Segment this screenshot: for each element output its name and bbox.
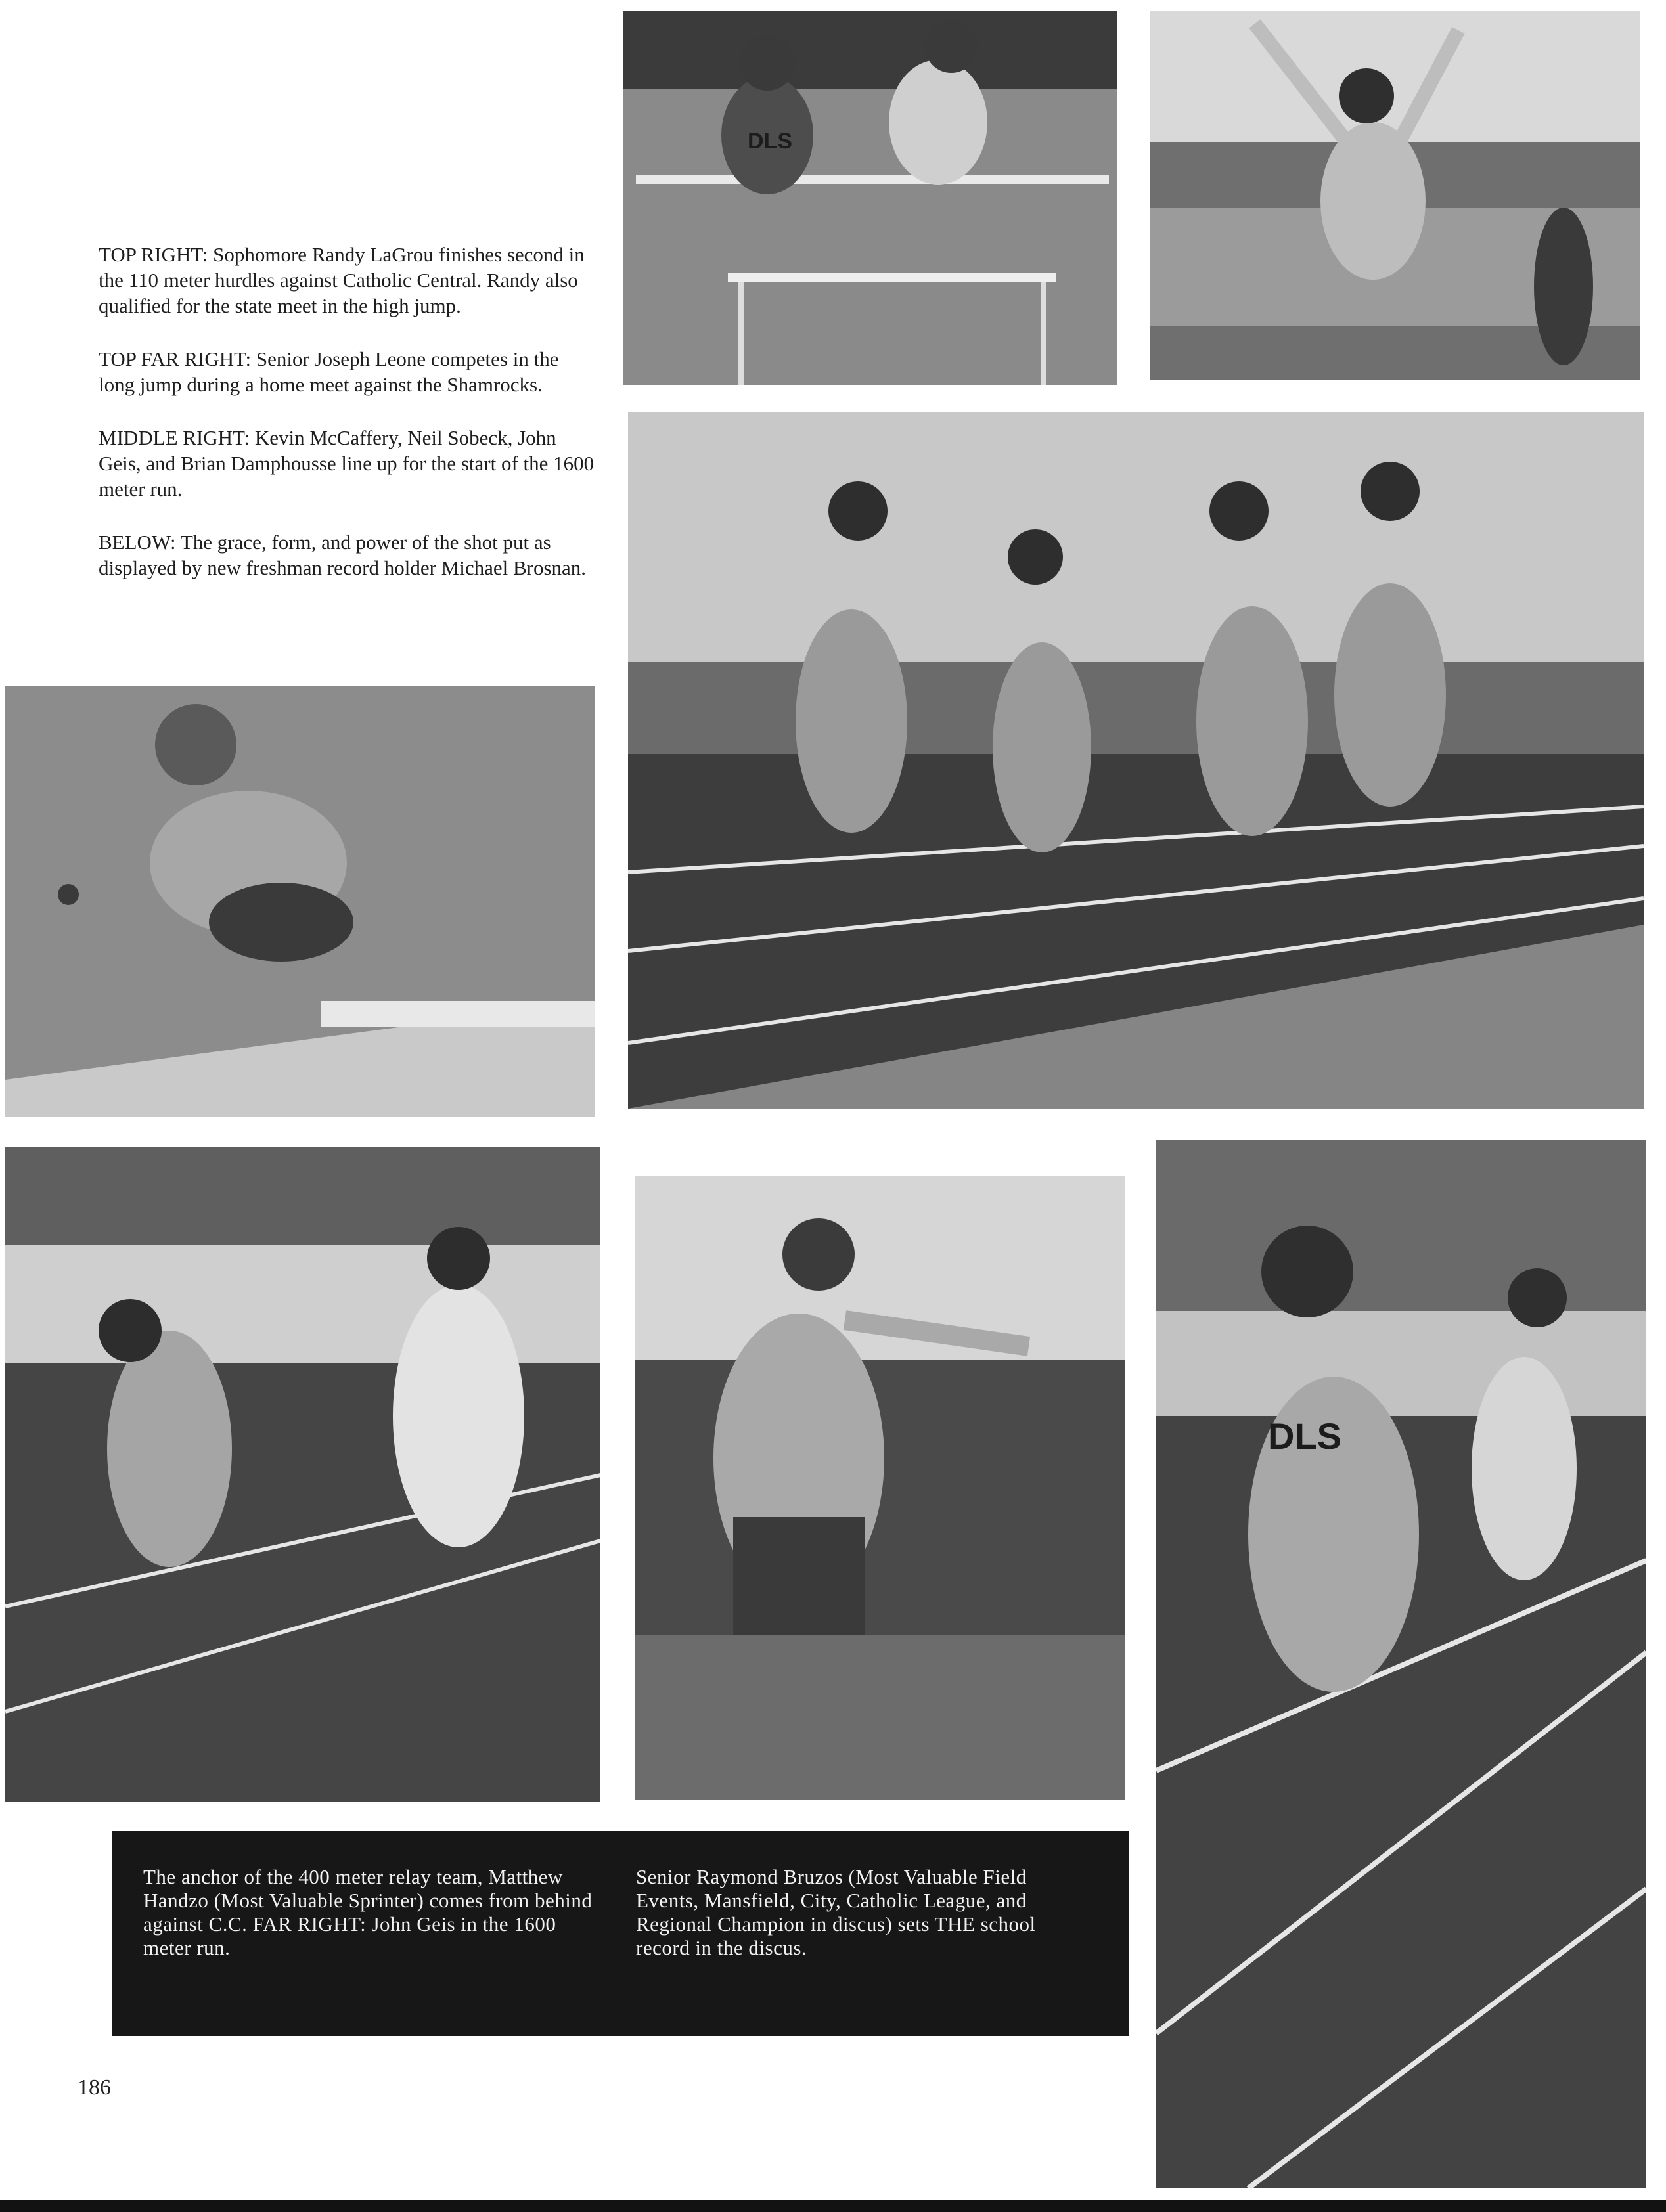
caption-below: BELOW: The grace, form, and power of the shot put as displayed by new freshman record holder Michael Brosnan. bbox=[99, 531, 587, 579]
caption-top-right: TOP RIGHT: Sophomore Randy LaGrou finishes second in the 110 meter hurdles against Catholic Central. Randy also qualified for the state meet in the high jump. bbox=[99, 243, 585, 317]
photo-1600m-run bbox=[1156, 1140, 1646, 2188]
runner-jersey-text: DLS bbox=[1268, 1415, 1341, 1457]
photo-hurdles bbox=[623, 11, 1117, 385]
photo-relay-anchor bbox=[5, 1147, 600, 1802]
dark-caption-left: The anchor of the 400 meter relay team, Matthew Handzo (Most Valuable Sprinter) comes from behind against C.C. FAR RIGHT: John Geis in the 1600 meter run. bbox=[143, 1865, 593, 1959]
page-number: 186 bbox=[78, 2075, 111, 2100]
photo-shot-put bbox=[5, 686, 595, 1117]
caption-column bbox=[99, 242, 598, 608]
caption-top-far-right: TOP FAR RIGHT: Senior Joseph Leone competes in the long jump during a home meet against the Shamrocks. bbox=[99, 347, 559, 396]
dark-caption-right: Senior Raymond Bruzos (Most Valuable Field Events, Mansfield, City, Catholic League, and Regional Champion in discus) sets THE school record in the discus. bbox=[636, 1865, 1036, 1959]
bottom-rule bbox=[0, 2200, 1666, 2212]
photo-1600m-start bbox=[628, 412, 1644, 1109]
hurdler-jersey-text: DLS bbox=[748, 129, 792, 154]
photo-discus bbox=[635, 1176, 1125, 1800]
photo-long-jump bbox=[1150, 11, 1640, 380]
caption-middle-right: MIDDLE RIGHT: Kevin McCaffery, Neil Sobeck, John Geis, and Brian Damphousse line up for the start of the 1600 meter run. bbox=[99, 426, 595, 500]
dark-caption-box bbox=[112, 1831, 1129, 2036]
